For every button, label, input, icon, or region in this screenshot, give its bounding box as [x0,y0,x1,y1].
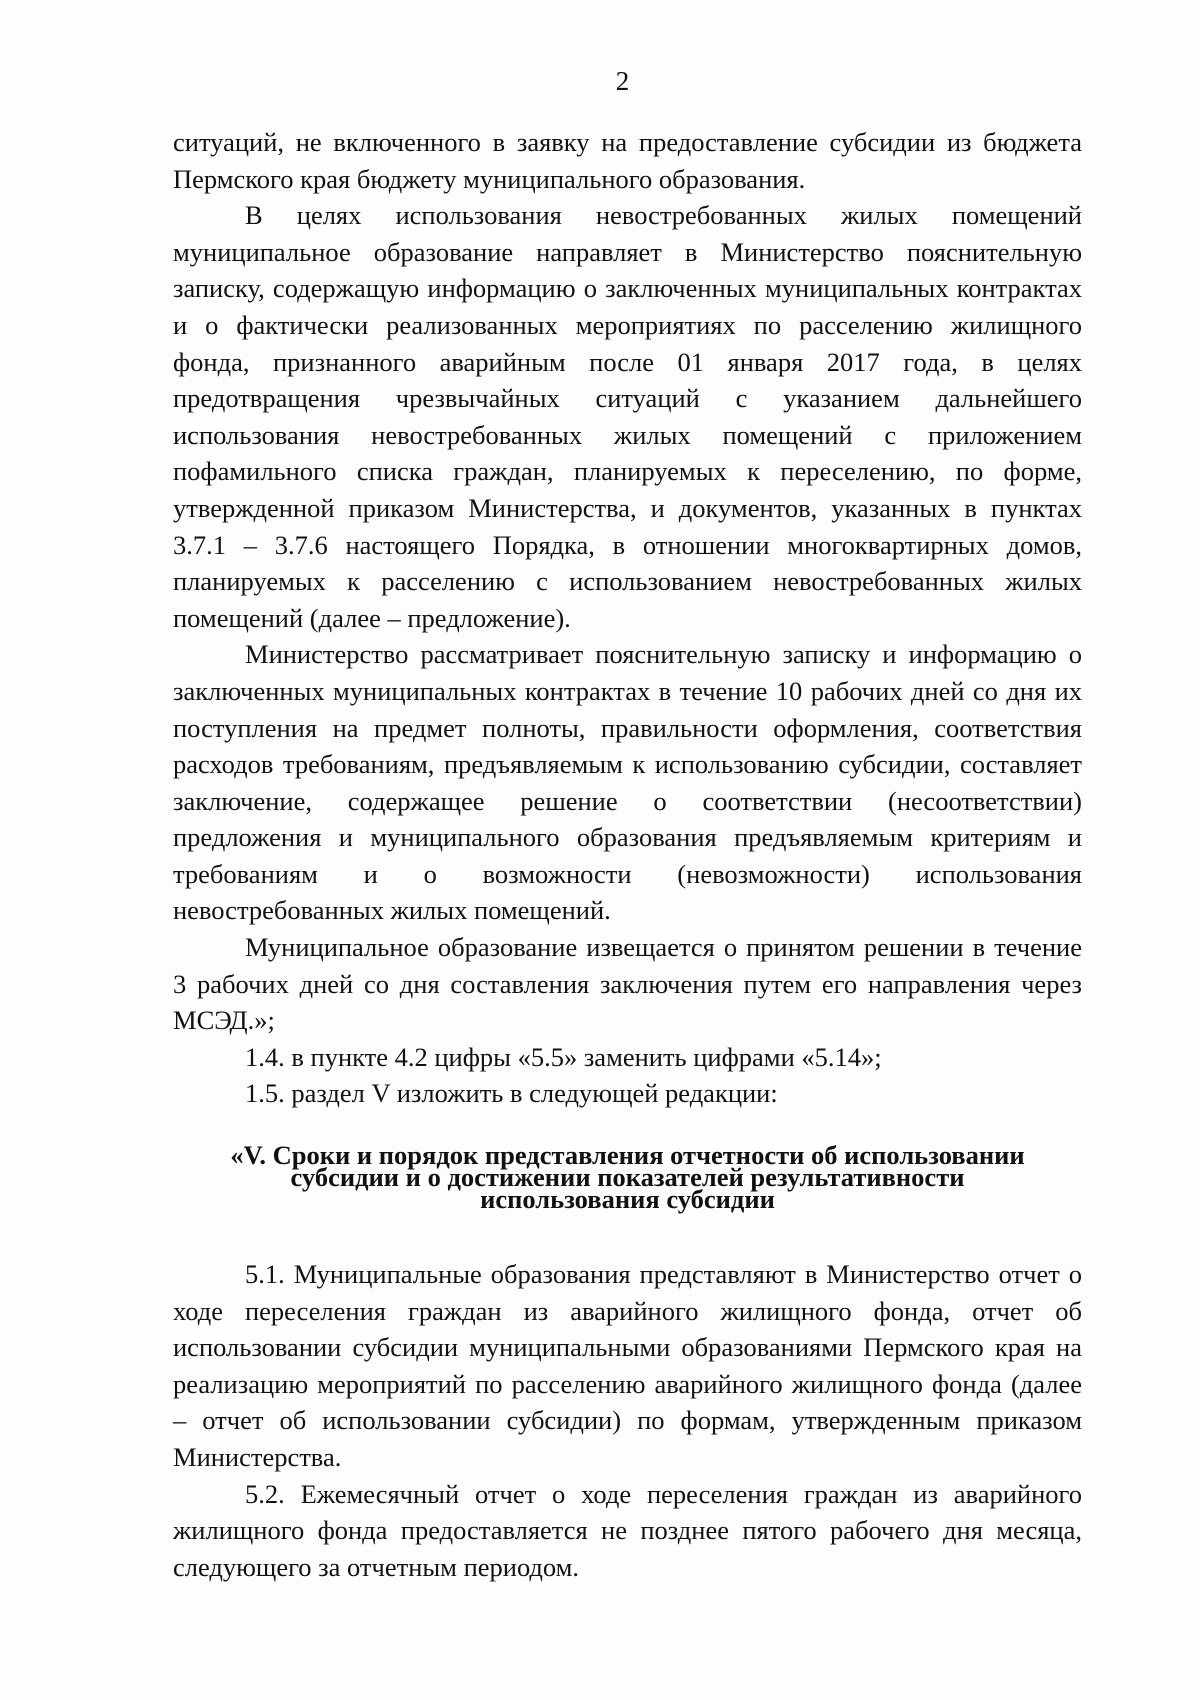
section-heading-line-1: «V. Сроки и порядок представления отчетности об использовании [230,1140,1025,1171]
paragraph-ministry-review: Министерство рассматривает пояснительную записку и информацию о заключенных муниципальных контрактах в течение 10 рабочих дней со дня их поступления на предмет полноты, правильности оформления, соответствия расходов требованиям, предъявляемым к использованию субсидии, составляет заключение, содержащее решение о соответствии (несоответствии) предложения и муниципального образования предъявляемым критериям и требованиям и о возможности (невозможности) использования невостребованных жилых помещений. [173,639,1082,926]
paragraph-amendment-1-4: 1.4. в пункте 4.2 цифры «5.5» заменить цифрами «5.14»; [245,1041,882,1072]
paragraph-notification: Муниципальное образование извещается о принятом решении в течение 3 рабочих дней со дня составления заключения путем его направления через МСЭД.»; [173,932,1082,1036]
section-heading-line-2: субсидии и о достижении показателей результативности [290,1162,965,1193]
paragraph-continuation: ситуаций, не включенного в заявку на предоставление субсидии из бюджета Пермского края бюджету муниципального образования. [173,127,1082,194]
page-number: 2 [615,66,630,96]
section-heading [173,1140,1082,1215]
paragraph-5-1: 5.1. Муниципальные образования представляют в Министерство отчет о ходе переселения граждан из аварийного жилищного фонда, отчет об использовании субсидии муниципальными образованиями Пермского края на реализацию мероприятий по расселению аварийного жилищного фонда (далее – отчет об использовании субсидии) по формам, утвержденным приказом Министерства. [173,1259,1082,1472]
paragraph-unused-premises: В целях использования невостребованных жилых помещений муниципальное образование направляет в Министерство пояснительную записку, содержащую информацию о заключенных муниципальных контрактах и о фактически реализованных мероприятиях по расселению жилищного фонда, признанного аварийным после 01 января 2017 года, в целях предотвращения чрезвычайных ситуаций с указанием дальнейшего использования невостребованных жилых помещений с приложением пофамильного списка граждан, планируемых к переселению, по форме, утвержденной приказом Министерства, и документов, указанных в пунктах 3.7.1 – 3.7.6 настоящего Порядка, в отношении многоквартирных домов, планируемых к расселению с использованием невостребованных жилых помещений (далее – предложение). [173,200,1082,633]
section-heading-line-3: использования субсидии [480,1184,775,1215]
paragraph-5-2: 5.2. Ежемесячный отчет о ходе переселения граждан из аварийного жилищного фонда предоставляется не позднее пятого рабочего дня месяца, следующего за отчетным периодом. [173,1478,1082,1582]
paragraph-amendment-1-5: 1.5. раздел V изложить в следующей редакции: [245,1078,778,1109]
document-body [173,124,1082,1585]
